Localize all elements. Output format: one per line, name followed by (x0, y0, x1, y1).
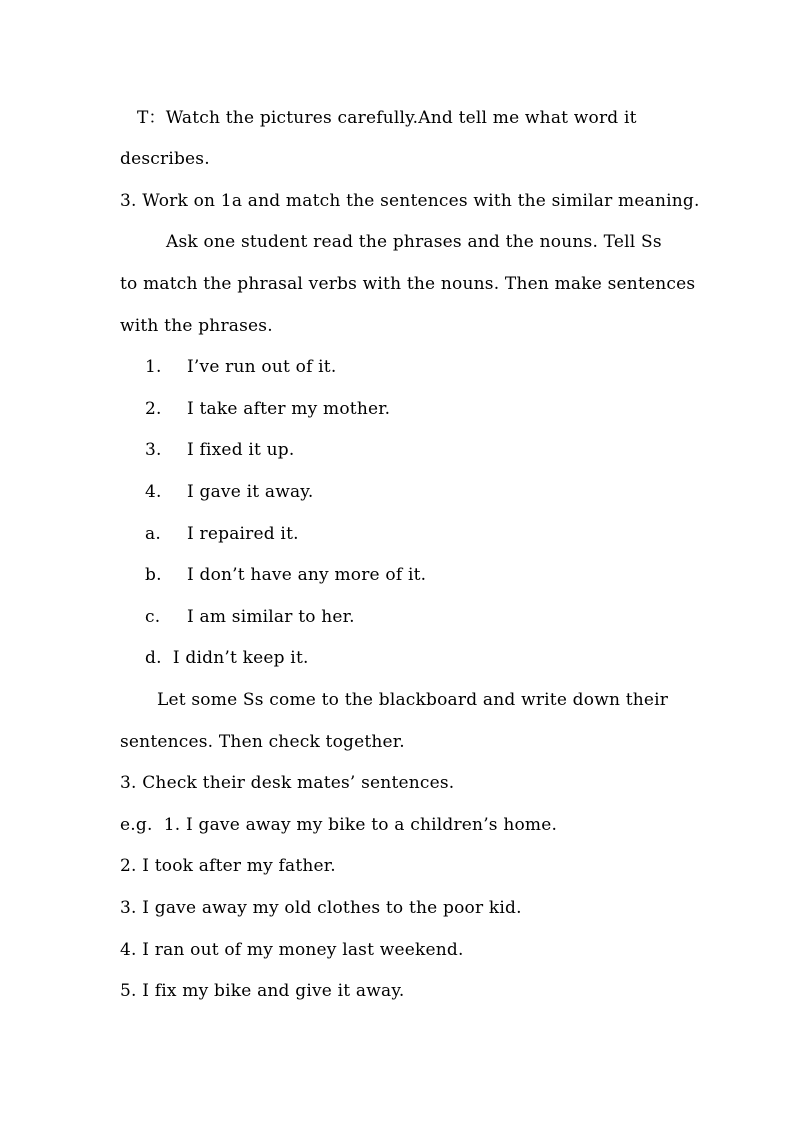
example-sentence: 4. I ran out of my money last weekend. (120, 940, 464, 960)
item-marker: b. (145, 565, 162, 585)
lettered-item (145, 519, 299, 549)
step-paragraph-line-2: to match the phrasal verbs with the nouns. Then make sentences (120, 274, 696, 294)
item-text: I’ve run out of it. (187, 357, 337, 377)
item-marker: c. (145, 607, 161, 627)
blackboard-line-2: sentences. Then check together. (120, 732, 405, 752)
item-marker: 2. (145, 399, 162, 419)
numbered-item (145, 394, 390, 424)
item-text: I take after my mother. (187, 399, 391, 419)
item-text: I repaired it. (187, 524, 299, 544)
example-sentence: e.g. 1. I gave away my bike to a children’s home. (120, 815, 558, 835)
lettered-item (145, 560, 426, 590)
item-marker: a. (145, 524, 161, 544)
item-text: I fixed it up. (187, 440, 295, 460)
item-text: I gave it away. (187, 482, 314, 502)
blackboard-line-1: Let some Ss come to the blackboard and write down their (157, 690, 669, 710)
step-paragraph-line-1: Ask one student read the phrases and the nouns. Tell Ss (166, 232, 662, 252)
intro-continuation: describes. (120, 149, 210, 169)
example-sentence: 5. I fix my bike and give it away. (120, 981, 405, 1001)
lettered-item (145, 602, 355, 632)
item-marker: 3. (145, 440, 162, 460)
numbered-item (145, 352, 336, 382)
lettered-item-d: d. I didn’t keep it. (145, 648, 309, 668)
step-paragraph-line-3: with the phrases. (120, 316, 273, 336)
step-heading: 3. Work on 1a and match the sentences with the similar meaning. (120, 191, 700, 211)
check-heading: 3. Check their desk mates’ sentences. (120, 773, 455, 793)
item-marker: 1. (145, 357, 162, 377)
item-text: I am similar to her. (187, 607, 355, 627)
numbered-item (145, 477, 313, 507)
item-text: I don’t have any more of it. (187, 565, 427, 585)
numbered-item (145, 435, 295, 465)
intro-instruction: T：Watch the pictures carefully.And tell me what word it (137, 108, 637, 128)
example-sentence: 3. I gave away my old clothes to the poor kid. (120, 898, 522, 918)
example-sentence: 2. I took after my father. (120, 856, 336, 876)
item-marker: 4. (145, 482, 162, 502)
